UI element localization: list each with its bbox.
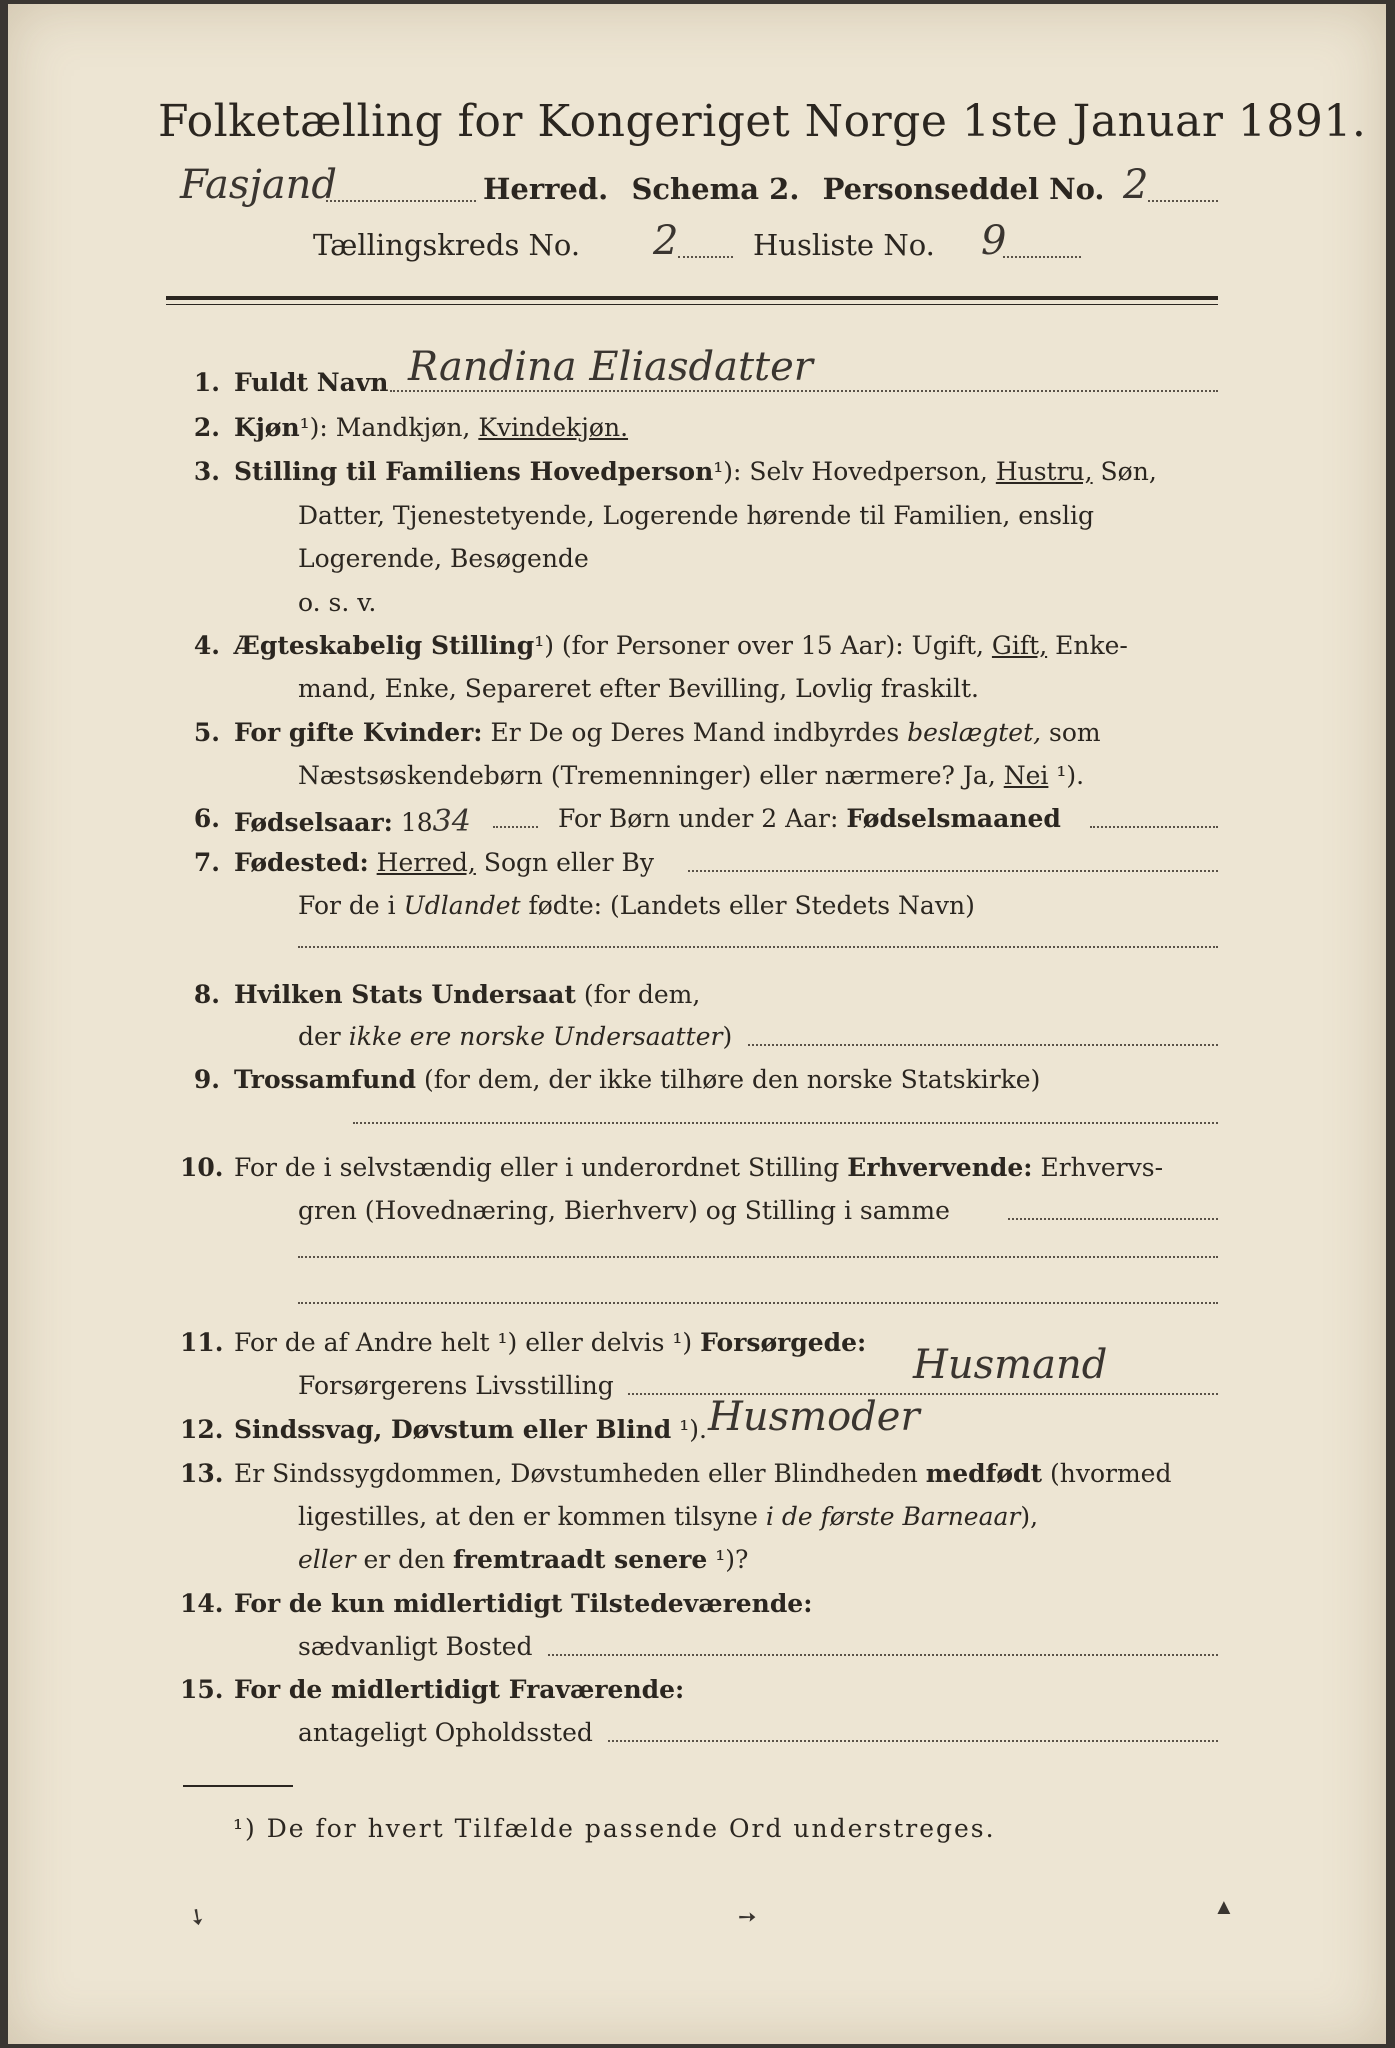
field-1-number: 1. [193, 368, 220, 397]
field-15-number: 15. [180, 1675, 224, 1704]
corner-mark-center: ➙ [738, 1904, 757, 1929]
field-15-line-2: antageligt Opholdssted [298, 1718, 593, 1747]
field-3-line-2: Datter, Tjenestetyende, Logerende hørende til Familien, enslig [298, 501, 1095, 530]
field-10-line-2: gren (Hovednæring, Bierhverv) og Stilling i samme [298, 1196, 950, 1225]
taellingskreds-value: 2 [653, 218, 679, 264]
taellingskreds-dotted-line [678, 256, 733, 258]
header-rule-thin [166, 304, 1218, 305]
footnote: ¹) De for hvert Tilfælde passende Ord understreges. [233, 1814, 996, 1843]
field-6-dotted-line [1090, 826, 1218, 828]
field-7-blank-line [298, 946, 1218, 948]
field-12-text: Sindssvag, Døvstum eller Blind ¹). [234, 1415, 707, 1444]
field-7-line-2: For de i Udlandet fødte: (Landets eller Stedets Navn) [298, 891, 975, 920]
hustru-underlined: Hustru, [995, 457, 1093, 486]
field-4-number: 4. [193, 631, 220, 660]
field-5-text: For gifte Kvinder: Er De og Deres Mand indbyrdes beslægtet, som [234, 718, 1101, 747]
field-13-number: 13. [180, 1459, 224, 1488]
field-12-number: 12. [180, 1415, 224, 1444]
field-12-handwritten-value: Husmoder [708, 1394, 920, 1440]
field-11-text: For de af Andre helt ¹) eller delvis ¹) Forsørgede: [234, 1328, 867, 1357]
form-title: Folketælling for Kongeriget Norge 1ste Januar 1891. [158, 96, 1367, 147]
field-6-text: Fødselsaar: 1834 [234, 804, 471, 839]
field-15-dotted-line [608, 1740, 1218, 1742]
field-13-line-3: eller er den fremtraadt senere ¹)? [298, 1545, 749, 1574]
provider-occupation-value: Husmand [913, 1342, 1108, 1388]
field-6-text-2: For Børn under 2 Aar: Fødselsmaaned [558, 804, 1061, 833]
husliste-label: Husliste No. [753, 228, 935, 262]
field-6-number: 6. [193, 804, 220, 833]
field-1-dotted-line [390, 390, 1218, 392]
taellingskreds-label: Tællingskreds No. [313, 228, 581, 262]
field-1-name-value: Randina Eliasdatter [408, 344, 813, 390]
personseddel-label: Personseddel No. [822, 172, 1105, 206]
field-7-text: Fødested: Herred, Sogn eller By [234, 848, 655, 877]
field-8-text: Hvilken Stats Undersaat (for dem, [234, 980, 701, 1009]
field-8-number: 8. [193, 980, 220, 1009]
header-fields-row [483, 172, 1105, 206]
field-2-text: Kjøn¹): Mandkjøn, Kvindekjøn. [234, 413, 629, 442]
field-8-dotted-line [748, 1044, 1218, 1046]
personseddel-dotted-line [1148, 200, 1218, 202]
field-7-number: 7. [193, 848, 220, 877]
field-10-dotted-line [1008, 1218, 1218, 1220]
schema-label: Schema 2. [631, 172, 800, 206]
field-9-blank-line [353, 1122, 1218, 1124]
field-3-line-4: o. s. v. [298, 588, 377, 617]
census-form-page [8, 4, 1386, 2044]
husliste-value: 9 [981, 218, 1007, 264]
field-14-dotted-line [548, 1654, 1218, 1656]
field-6-year-dotted-line [493, 826, 538, 828]
footnote-rule [183, 1785, 293, 1787]
field-14-text: For de kun midlertidigt Tilstedeværende: [234, 1589, 813, 1618]
personseddel-value: 2 [1123, 162, 1149, 208]
field-9-text: Trossamfund (for dem, der ikke tilhøre den norske Statskirke) [234, 1065, 1041, 1094]
herred-label: Herred. [483, 172, 609, 206]
herred-underlined: Herred, [376, 848, 476, 877]
field-10-blank-line-2 [298, 1302, 1218, 1304]
field-10-blank-line-1 [298, 1256, 1218, 1258]
herred-dotted-line [326, 200, 476, 202]
field-13-text: Er Sindssygdommen, Døvstumheden eller Blindheden medfødt (hvormed [234, 1459, 1172, 1488]
birth-year-value: 34 [432, 804, 471, 839]
field-5-number: 5. [193, 718, 220, 747]
herred-value: Fasjand [180, 162, 338, 208]
header-rule-thick [166, 296, 1218, 300]
field-14-line-2: sædvanligt Bosted [298, 1632, 533, 1661]
husliste-dotted-line [1003, 256, 1081, 258]
field-11-number: 11. [180, 1328, 224, 1357]
field-11-line-2: Forsørgerens Livsstilling [298, 1371, 614, 1400]
field-4-line-2: mand, Enke, Separeret efter Bevilling, Lovlig fraskilt. [298, 674, 979, 703]
field-1-label: Fuldt Navn [234, 368, 389, 397]
field-15-text: For de midlertidigt Fraværende: [234, 1675, 685, 1704]
field-3-number: 3. [193, 457, 220, 486]
field-2-number: 2. [193, 413, 220, 442]
corner-mark-right: ▲ [1213, 1894, 1235, 1919]
kvindekjon-underlined: Kvindekjøn. [478, 413, 629, 442]
field-8-line-2: der ikke ere norske Undersaatter) [298, 1022, 733, 1051]
nei-underlined: Nei [1003, 761, 1049, 790]
gift-underlined: Gift, [991, 631, 1048, 660]
field-10-number: 10. [180, 1153, 224, 1182]
field-9-number: 9. [193, 1065, 220, 1094]
field-7-dotted-line [688, 870, 1218, 872]
field-4-text: Ægteskabelig Stilling¹) (for Personer over 15 Aar): Ugift, Gift, Enke- [234, 631, 1128, 660]
field-14-number: 14. [180, 1589, 224, 1618]
field-3-text: Stilling til Familiens Hovedperson¹): Selv Hovedperson, Hustru, Søn, [234, 457, 1157, 486]
field-13-line-2: ligestilles, at den er kommen tilsyne i de første Barneaar), [298, 1502, 1039, 1531]
corner-mark-left: ➘ [182, 1901, 213, 1933]
field-3-line-3: Logerende, Besøgende [298, 544, 589, 573]
field-5-line-2: Næstsøskendebørn (Tremenninger) eller nærmere? Ja, Nei ¹). [298, 761, 1085, 790]
field-10-text: For de i selvstændig eller i underordnet Stilling Erhvervende: Erhvervs- [234, 1153, 1164, 1182]
